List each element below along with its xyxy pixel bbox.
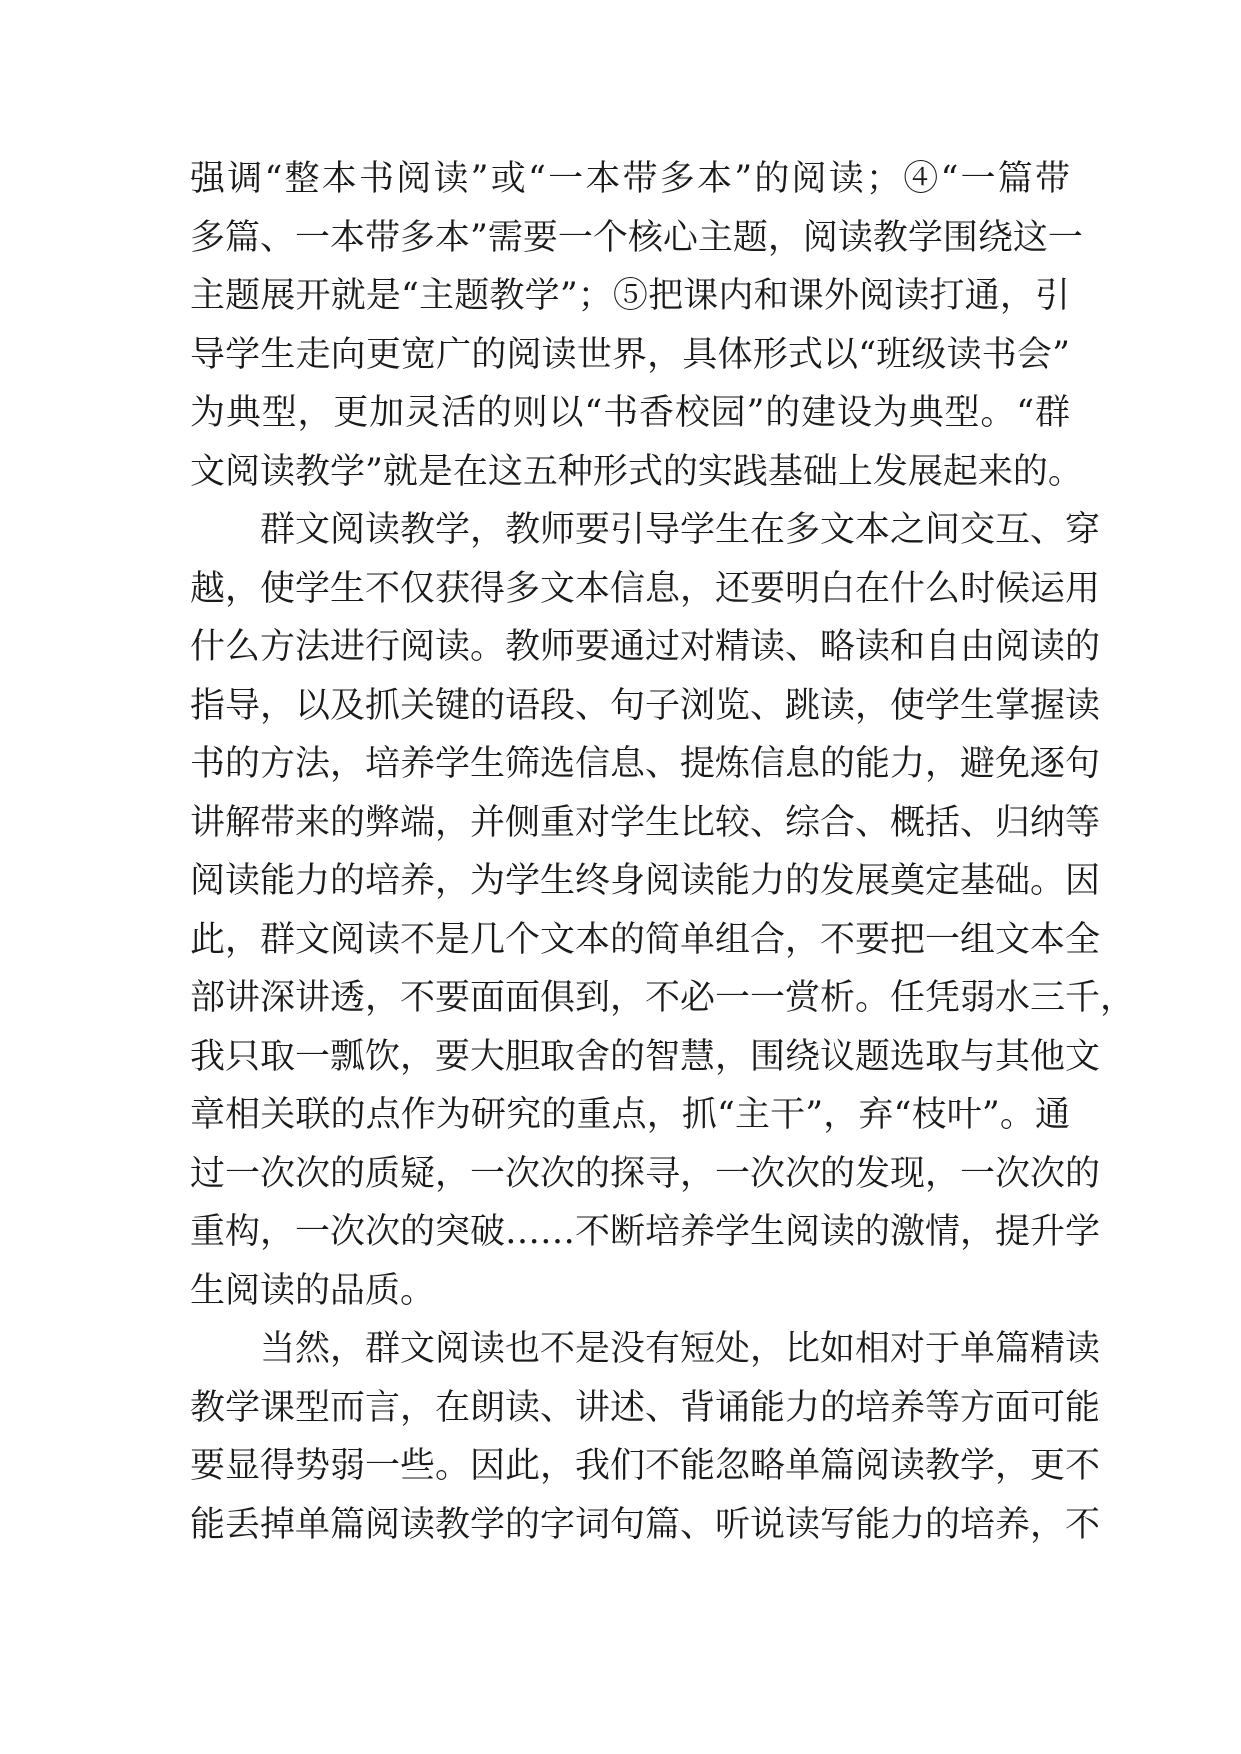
text-line: 什么方法进行阅读。教师要通过对精读、略读和自由阅读的 [190,627,1101,667]
text-line: 多篇、一本带多本”需要一个核心主题，阅读教学围绕这一 [190,217,1083,258]
text-line: 越，使学生不仅获得多文本信息，还要明白在什么时候运用 [190,568,1101,609]
text-line: 讲解带来的弊端，并侧重对学生比较、综合、概括、归纳等 [190,802,1101,843]
text-line: 此，群文阅读不是几个文本的简单组合，不要把一组文本全 [190,919,1101,960]
text-line: 导学生走向更宽广的阅读世界，具体形式以“班级读书会” [190,334,1070,375]
text-line: 我只取一瓢饮，要大胆取舍的智慧，围绕议题选取与其他文 [190,1036,1101,1077]
text-line: 指导，以及抓关键的语段、句子浏览、跳读，使学生掌握读 [190,685,1101,726]
paragraph-first-line: 当然，群文阅读也不是没有短处，比如相对于单篇精读 [260,1329,1101,1369]
paragraph-first-line: 群文阅读教学，教师要引导学生在多文本之间交互、穿 [260,510,1101,550]
text-line: 重构，一次次的突破……不断培养学生阅读的激情，提升学 [190,1212,1101,1252]
text-line: 生阅读的品质。 [190,1270,436,1311]
text-line: 强调“整本书阅读”或“一本带多本”的阅读；④“一篇带 [190,159,1070,199]
text-line: 教学课型而言，在朗读、讲述、背诵能力的培养等方面可能 [190,1387,1101,1428]
text-line: 文阅读教学”就是在这五种形式的实践基础上发展起来的。 [190,451,1083,492]
text-line: 阅读能力的培养，为学生终身阅读能力的发展奠定基础。因 [190,861,1101,901]
text-line: 为典型，更加灵活的则以“书香校园”的建设为典型。“群 [190,393,1070,433]
text-line: 部讲深讲透，不要面面俱到，不必一一赏析。任凭弱水三千， [190,978,1136,1018]
text-line: 章相关联的点作为研究的重点，抓“主干”，弃“枝叶”。通 [190,1095,1070,1135]
text-line: 过一次次的质疑，一次次的探寻，一次次的发现，一次次的 [190,1153,1101,1194]
text-line: 要显得势弱一些。因此，我们不能忽略单篇阅读教学，更不 [190,1446,1101,1486]
text-line: 书的方法，培养学生筛选信息、提炼信息的能力，避免逐句 [190,744,1101,784]
body-text [190,150,1136,1554]
text-line: 能丢掉单篇阅读教学的字词句篇、听说读写能力的培养，不 [190,1504,1101,1545]
text-line: 主题展开就是“主题教学”；⑤把课内和课外阅读打通，引 [190,276,1070,316]
